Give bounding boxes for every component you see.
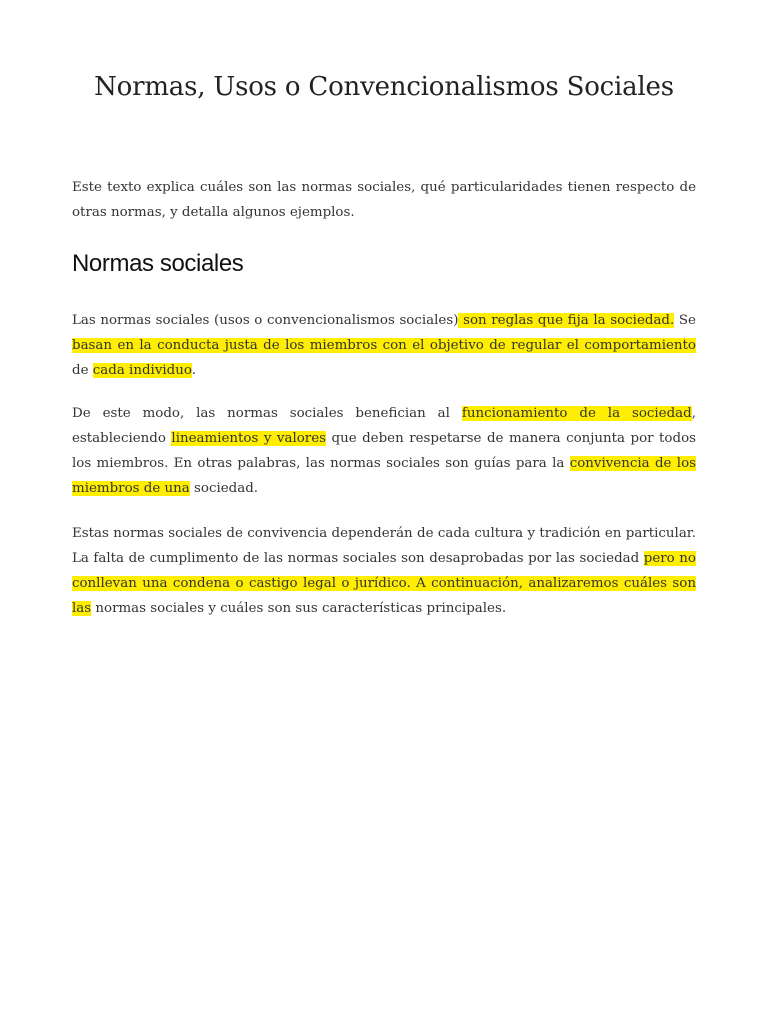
plain-text: Las normas sociales (usos o convencionalismos sociales) bbox=[72, 313, 459, 328]
highlighted-text: lineamientos y valores bbox=[171, 431, 326, 446]
plain-text: , estableciendo bbox=[72, 406, 696, 446]
plain-text: Estas normas sociales de convivencia dependerán de cada cultura y tradición en particular. La falta de cumplimento de las normas sociales son desaprobadas por las sociedad bbox=[72, 526, 696, 566]
document-title: Normas, Usos o Convencionalismos Sociales bbox=[94, 72, 674, 102]
paragraph-1 bbox=[72, 308, 696, 383]
plain-text: normas sociales y cuáles son sus características principales. bbox=[91, 601, 507, 616]
plain-text: Se bbox=[674, 313, 696, 328]
highlighted-text: son reglas que fija la sociedad. bbox=[458, 313, 675, 328]
highlighted-text: convivencia de los miembros de una bbox=[72, 456, 697, 496]
highlighted-text: cada individuo bbox=[92, 363, 192, 378]
plain-text: sociedad. bbox=[189, 481, 259, 496]
paragraph-2 bbox=[72, 401, 696, 501]
paragraph-3 bbox=[72, 521, 696, 621]
highlighted-text: basan en la conducta justa de los miembros con el objetivo de regular el comportamiento bbox=[72, 338, 696, 353]
plain-text: de bbox=[72, 363, 93, 378]
plain-text: que deben respetarse de manera conjunta por todos los miembros. En otras palabras, las normas sociales son guías para la bbox=[72, 431, 696, 471]
plain-text: . bbox=[191, 363, 196, 378]
highlighted-text: funcionamiento de la sociedad bbox=[461, 406, 692, 421]
highlighted-text: pero no conllevan una condena o castigo legal o jurídico. A continuación, analizaremos cuáles son las bbox=[72, 551, 696, 616]
intro-paragraph: Este texto explica cuáles son las normas sociales, qué particularidades tienen respecto de otras normas, y detalla algunos ejemplos. bbox=[72, 180, 696, 220]
plain-text: De este modo, las normas sociales benefician al bbox=[72, 406, 462, 421]
section-heading: Normas sociales bbox=[72, 250, 244, 277]
